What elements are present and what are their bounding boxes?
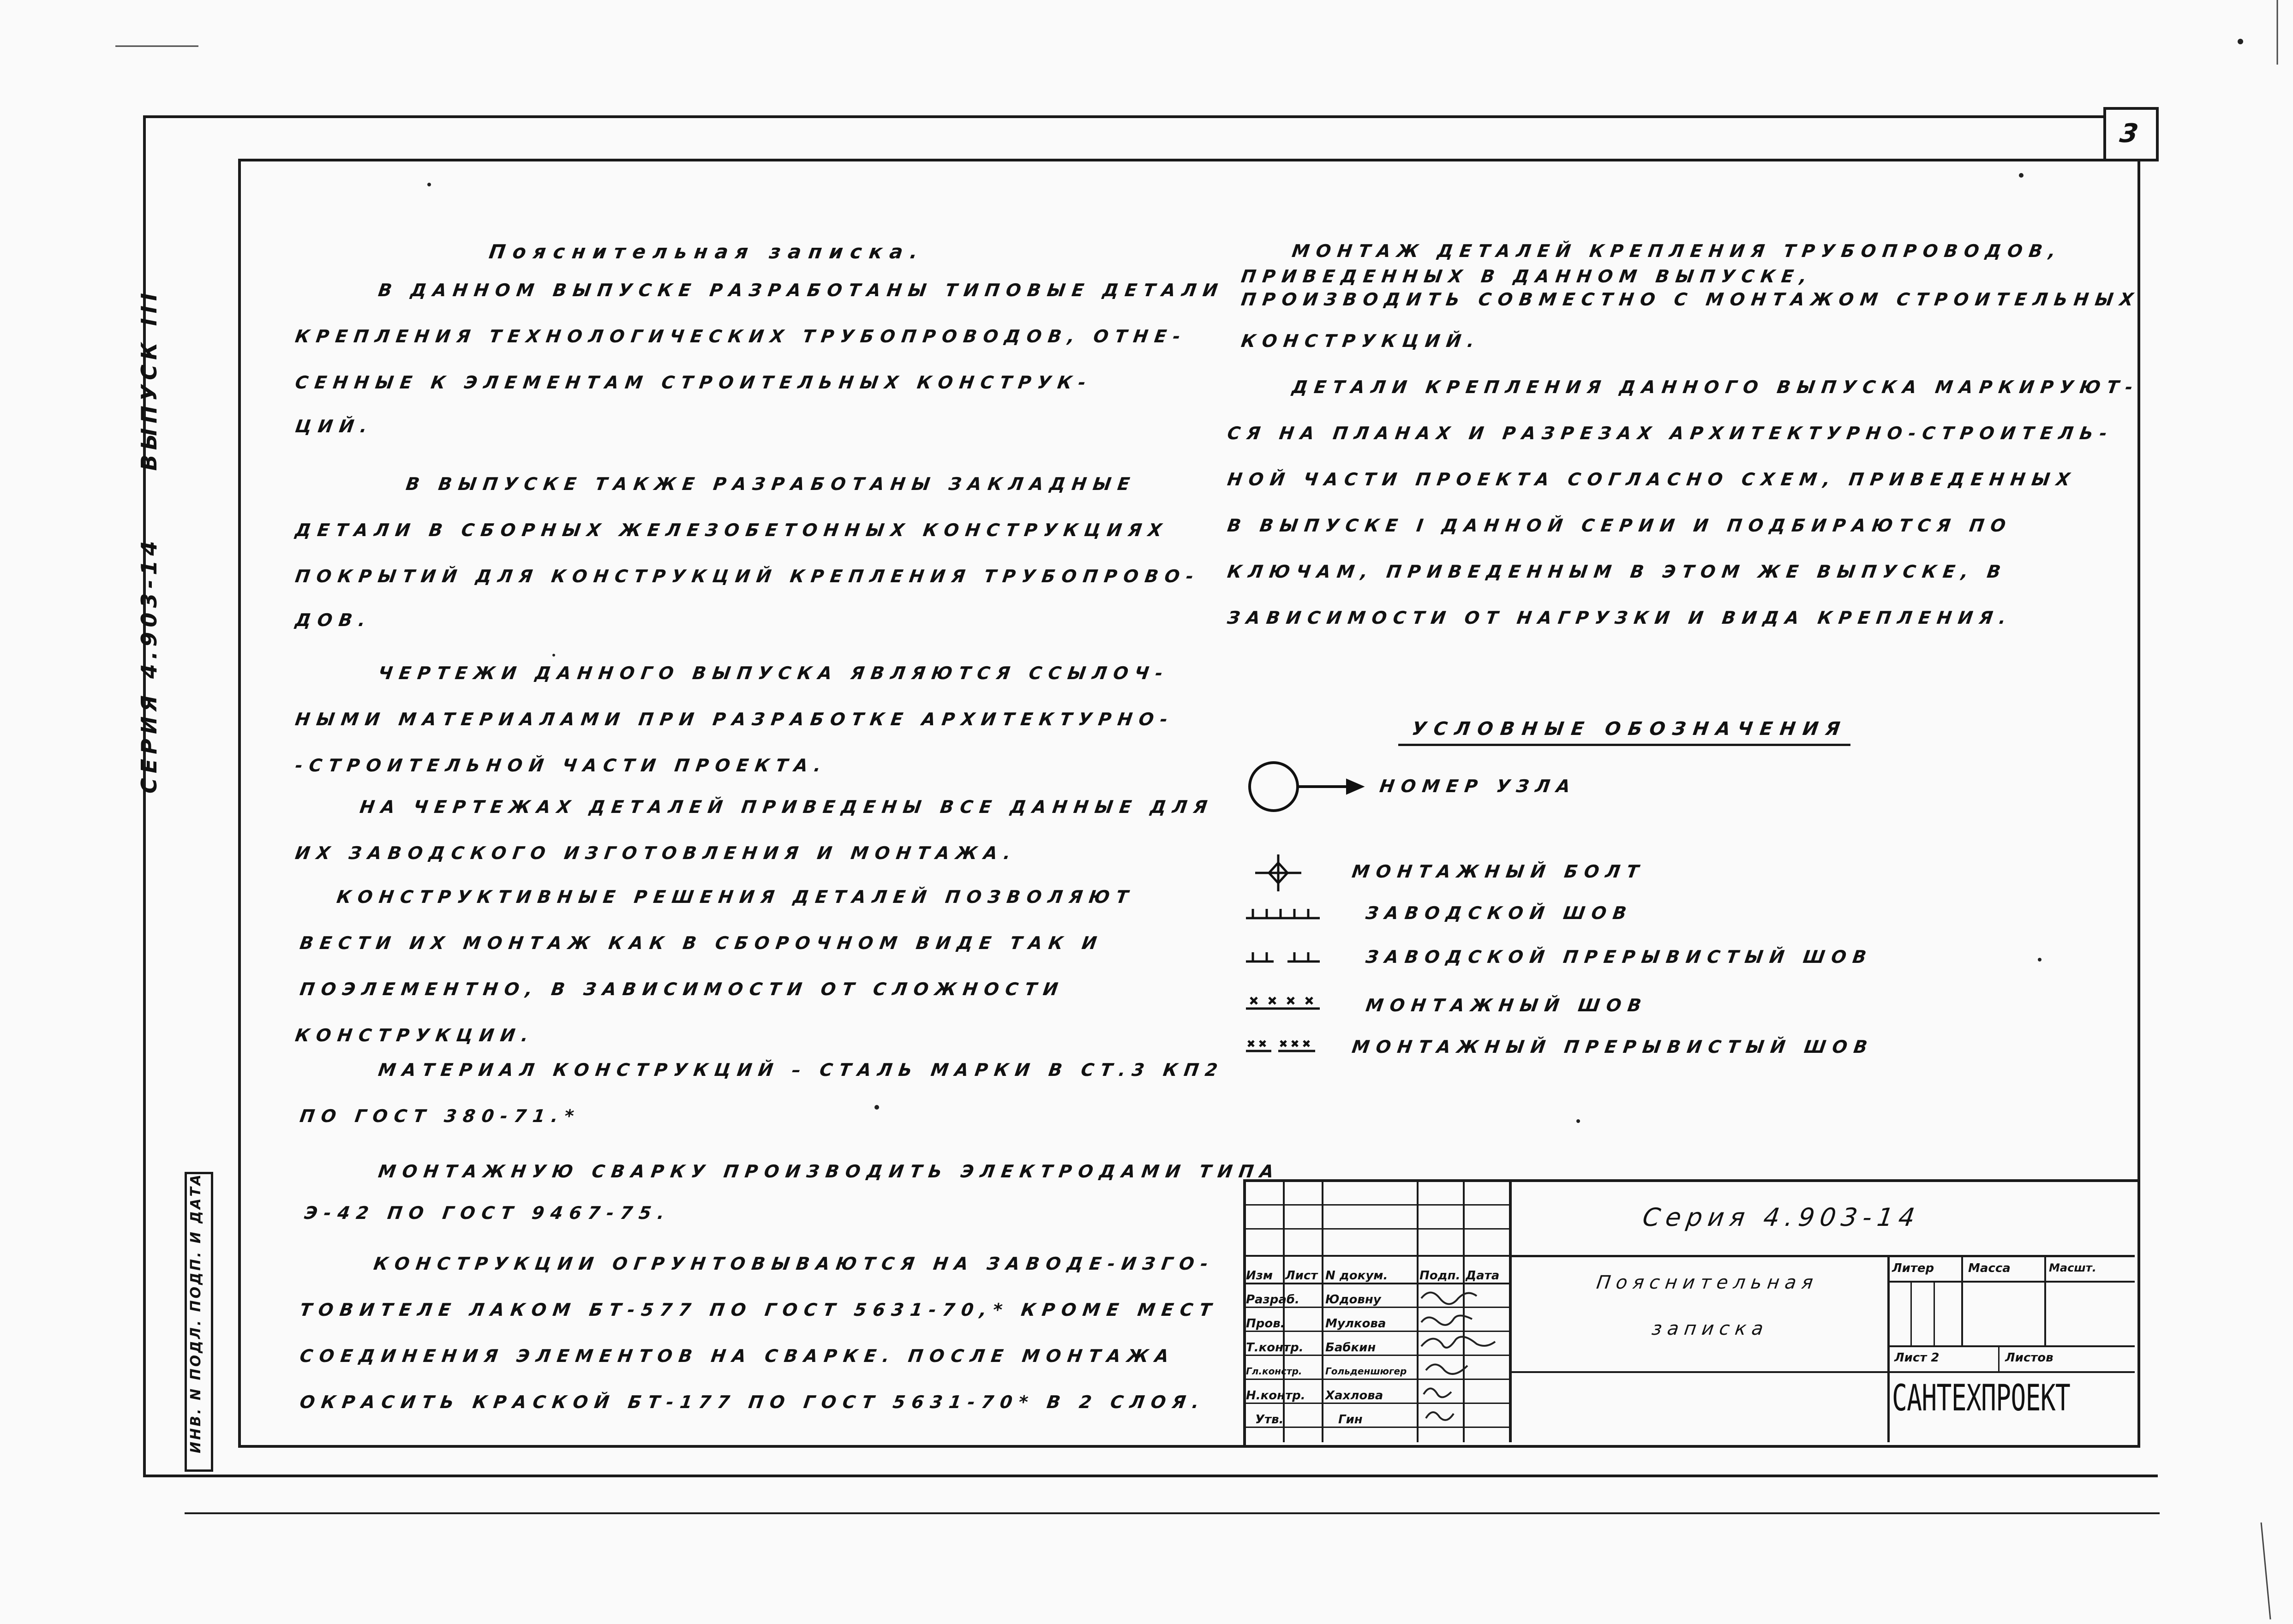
- left-text-line-3: ЦИЙ.: [293, 416, 375, 436]
- tb-header-date: Дата: [1466, 1269, 1500, 1283]
- tb-series: Серия 4.903-14: [1640, 1203, 1922, 1232]
- right-text-line-5: СЯ НА ПЛАНАХ И РАЗРЕЗАХ АРХИТЕКТУРНО-СТРОИТЕЛЬ-: [1226, 423, 2115, 443]
- right-text-line-3: КОНСТРУКЦИЙ.: [1239, 331, 1482, 351]
- left-text-line-11: НА ЧЕРТЕЖАХ ДЕТАЛЕЙ ПРИВЕДЕНЫ ВСЕ ДАННЫЕ ДЛЯ: [358, 797, 1215, 817]
- tb-organization: САНТЕХПРОЕКТ: [1892, 1378, 2071, 1419]
- tb-name-0: Юдовну: [1325, 1293, 1381, 1307]
- legend-label-4: МОНТАЖНЫЙ ШОВ: [1364, 995, 1649, 1015]
- left-text-line-7: ДОВ.: [293, 610, 373, 630]
- tb-name-5: Гин: [1338, 1413, 1363, 1427]
- tb-role-3: Гл.констр.: [1246, 1366, 1302, 1377]
- left-text-line-6: ПОКРЫТИЙ ДЛЯ КОНСТРУКЦИЙ КРЕПЛЕНИЯ ТРУБОПРОВО-: [293, 566, 1202, 586]
- tb-name-2: Бабкин: [1325, 1341, 1376, 1355]
- left-text-line-14: ВЕСТИ ИХ МОНТАЖ КАК В СБОРОЧНОМ ВИДЕ ТАК И: [298, 933, 1105, 953]
- left-text-line-9: НЫМИ МАТЕРИАЛАМИ ПРИ РАЗРАБОТКЕ АРХИТЕКТУРНО-: [293, 709, 1175, 729]
- left-text-line-17: МАТЕРИАЛ КОНСТРУКЦИЙ – СТАЛЬ МАРКИ В СТ.3 КП2: [377, 1060, 1226, 1080]
- legend-label-1: МОНТАЖНЫЙ БОЛТ: [1350, 861, 1646, 882]
- tb-mass-header: Масса: [1968, 1261, 2011, 1275]
- margin-stamp-label: ИНВ. N ПОДЛ. ПОДП. И ДАТА: [188, 1172, 204, 1453]
- tb-stage-header: Литер: [1892, 1261, 1934, 1275]
- left-text-line-24: ОКРАСИТЬ КРАСКОЙ БТ-177 ПО ГОСТ 5631-70* В 2 СЛОЯ.: [298, 1392, 1207, 1412]
- left-text-line-0: В ДАННОМ ВЫПУСКЕ РАЗРАБОТАНЫ ТИПОВЫЕ ДЕТАЛИ: [377, 280, 1226, 300]
- right-text-line-1: ПРИВЕДЕННЫХ В ДАННОМ ВЫПУСКЕ,: [1239, 266, 1814, 287]
- left-text-line-21: КОНСТРУКЦИИ ОГРУНТОВЫВАЮТСЯ НА ЗАВОДЕ-ИЗГО-: [372, 1254, 1216, 1274]
- left-text-line-23: СОЕДИНЕНИЯ ЭЛЕМЕНТОВ НА СВАРКЕ. ПОСЛЕ МОНТАЖА: [298, 1346, 1177, 1366]
- tb-sheets-label: Листов: [2005, 1351, 2054, 1365]
- left-text-line-2: СЕННЫЕ К ЭЛЕМЕНТАМ СТРОИТЕЛЬНЫХ КОНСТРУК-: [293, 372, 1094, 393]
- sheet-number: 3: [2118, 119, 2140, 149]
- right-text-line-0: МОНТАЖ ДЕТАЛЕЙ КРЕПЛЕНИЯ ТРУБОПРОВОДОВ,: [1290, 241, 2064, 261]
- margin-issue: ВЫПУСК III: [137, 288, 162, 471]
- left-text-line-1: КРЕПЛЕНИЯ ТЕХНОЛОГИЧЕСКИХ ТРУБОПРОВОДОВ, ОТНЕ-: [293, 326, 1188, 346]
- left-text-line-15: ПОЭЛЕМЕНТНО, В ЗАВИСИМОСТИ ОТ СЛОЖНОСТИ: [298, 979, 1066, 999]
- left-text-line-22: ТОВИТЕЛЕ ЛАКОМ БТ-577 ПО ГОСТ 5631-70,* КРОМЕ МЕСТ: [298, 1300, 1219, 1320]
- left-text-line-4: В ВЫПУСКЕ ТАКЖЕ РАЗРАБОТАНЫ ЗАКЛАДНЫЕ: [404, 474, 1138, 494]
- tb-name-4: Хахлова: [1325, 1389, 1383, 1403]
- right-text-line-8: КЛЮЧАМ, ПРИВЕДЕННЫМ В ЭТОМ ЖЕ ВЫПУСКЕ, В: [1226, 561, 2009, 582]
- left-text-line-8: ЧЕРТЕЖИ ДАННОГО ВЫПУСКА ЯВЛЯЮТСЯ ССЫЛОЧ-: [377, 663, 1171, 683]
- right-text-line-4: ДЕТАЛИ КРЕПЛЕНИЯ ДАННОГО ВЫПУСКА МАРКИРУЮТ-: [1290, 377, 2141, 397]
- legend-label-5: МОНТАЖНЫЙ ПРЕРЫВИСТЫЙ ШОВ: [1350, 1037, 1875, 1057]
- left-text-line-18: ПО ГОСТ 380-71.*: [298, 1106, 582, 1126]
- legend-label-3: ЗАВОДСКОЙ ПРЕРЫВИСТЫЙ ШОВ: [1364, 947, 1874, 967]
- tb-scale-header: Масшт.: [2049, 1261, 2096, 1274]
- legend-label-2: ЗАВОДСКОЙ ШОВ: [1364, 903, 1634, 923]
- margin-series: СЕРИЯ 4.903-14: [137, 536, 162, 794]
- tb-header-doc: N докум.: [1325, 1269, 1388, 1283]
- tb-header-izm: Изм: [1246, 1269, 1273, 1283]
- tb-role-5: Утв.: [1255, 1413, 1284, 1427]
- right-text-line-9: ЗАВИСИМОСТИ ОТ НАГРУЗКИ И ВИДА КРЕПЛЕНИЯ.: [1226, 608, 2014, 628]
- tb-doc-title-1: Пояснительная: [1595, 1272, 1820, 1293]
- tb-header-sign: Подп.: [1419, 1269, 1461, 1283]
- left-text-line-12: ИХ ЗАВОДСКОГО ИЗГОТОВЛЕНИЯ И МОНТАЖА.: [293, 843, 1018, 863]
- notes-title: Пояснительная записка.: [487, 240, 927, 263]
- tb-role-2: Т.контр.: [1246, 1341, 1304, 1355]
- tb-doc-title-2: записка: [1650, 1318, 1770, 1339]
- left-text-line-20: Э-42 ПО ГОСТ 9467-75.: [303, 1203, 672, 1223]
- left-text-line-5: ДЕТАЛИ В СБОРНЫХ ЖЕЛЕЗОБЕТОННЫХ КОНСТРУКЦИЯХ: [293, 520, 1170, 540]
- right-text-line-7: В ВЫПУСКЕ I ДАННОЙ СЕРИИ И ПОДБИРАЮТСЯ ПО: [1226, 515, 2013, 536]
- tb-sheet-label: Лист 2: [1894, 1351, 1940, 1365]
- tb-role-0: Разраб.: [1246, 1293, 1299, 1307]
- tb-name-3: Гольденшюгер: [1325, 1366, 1407, 1377]
- tb-header-list: Лист: [1285, 1269, 1318, 1283]
- left-text-line-16: КОНСТРУКЦИИ.: [293, 1025, 536, 1045]
- left-text-line-19: МОНТАЖНУЮ СВАРКУ ПРОИЗВОДИТЬ ЭЛЕКТРОДАМИ ТИПА: [377, 1161, 1281, 1182]
- right-text-line-6: НОЙ ЧАСТИ ПРОЕКТА СОГЛАСНО СХЕМ, ПРИВЕДЕННЫХ: [1226, 469, 2078, 490]
- left-text-line-13: КОНСТРУКТИВНЫЕ РЕШЕНИЯ ДЕТАЛЕЙ ПОЗВОЛЯЮТ: [335, 887, 1136, 907]
- tb-role-1: Пров.: [1246, 1317, 1285, 1331]
- left-text-line-10: -СТРОИТЕЛЬНОЙ ЧАСТИ ПРОЕКТА.: [293, 755, 829, 776]
- legend-title: УСЛОВНЫЕ ОБОЗНАЧЕНИЯ: [1410, 718, 1849, 740]
- tb-name-1: Мулкова: [1325, 1317, 1386, 1331]
- tb-role-4: Н.контр.: [1246, 1389, 1305, 1403]
- legend-label-0: НОМЕР УЗЛА: [1378, 776, 1578, 796]
- right-text-line-2: ПРОИЗВОДИТЬ СОВМЕСТНО С МОНТАЖОМ СТРОИТЕЛЬНЫХ: [1239, 289, 2141, 310]
